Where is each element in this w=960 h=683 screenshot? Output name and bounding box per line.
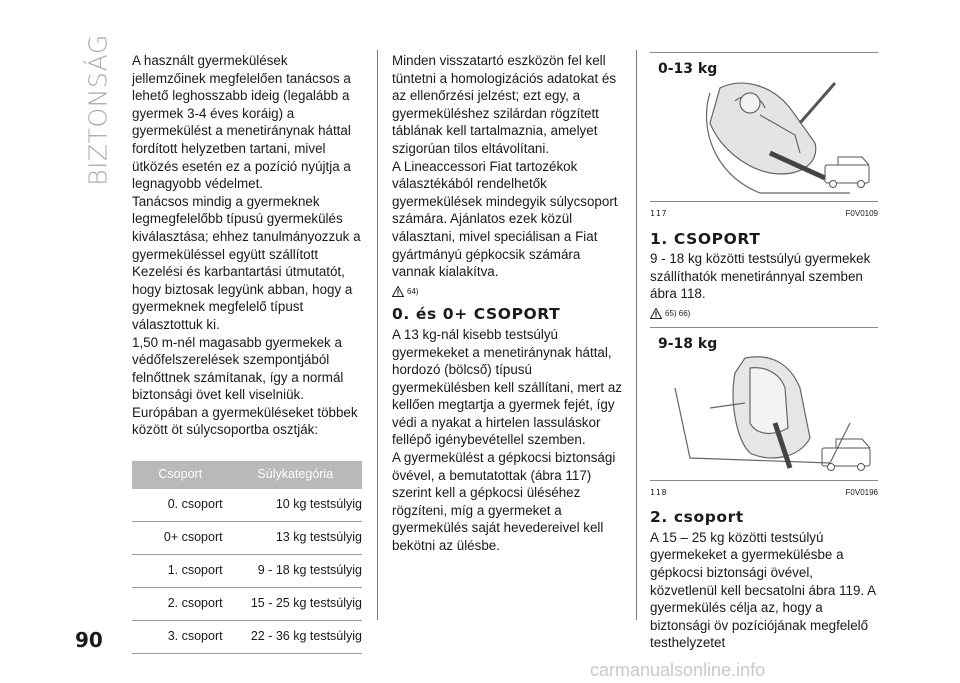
warning-icon [392, 286, 404, 297]
section-title: BIZTONSÁG [83, 34, 113, 186]
table-cell: 10 kg testsúlyig [229, 489, 362, 522]
warning-ref: 65) 66) [665, 308, 691, 318]
column-divider [377, 50, 378, 620]
figure-caption [650, 205, 878, 223]
table-header: Súlykategória [229, 461, 362, 489]
table-header-row [132, 461, 362, 489]
paragraph: A használt gyermekülések jellemzőinek megfelelően tanácsos a lehető leghosszabb ideig (legalább a gyermek 3-4 éves koráig) a gyermekülést a menetiránynak háttal fordított helyzetben tartani, mivel ütközés esetén ez a pozíció nyújtja a legnagyobb védelmet. [132, 53, 351, 192]
table-cell: 2. csoport [132, 588, 229, 621]
figure-number: 118 [650, 487, 668, 497]
paragraph: Tanácsos mindig a gyermeknek legmegfelelőbb típusú gyermekülés kiválasztása; ehhez tanulmányozzuk a gyermeküléssel együtt szállított Kezelési és karbantartási útmutatót, hogy biztosak legyünk abban, hogy a gyermeknek megfelelő típust választottuk ki. [132, 193, 361, 332]
warning-note [650, 305, 878, 323]
table-cell: 9 - 18 kg testsúlyig [229, 555, 362, 588]
warning-note [392, 283, 622, 301]
table-cell: 0. csoport [132, 489, 229, 522]
figure-code: F0V0196 [845, 487, 878, 497]
column-3 [650, 52, 878, 652]
paragraph: A Lineaccessori Fiat tartozékok választékából rendelhetők gyermekülések mindegyik súlycsoport számára. Ajánlatos ezek közül választani, mivel speciálisan a Fiat gyártmányú gépkocsik számára vannak kialakítva. [392, 158, 618, 280]
table-cell: 0+ csoport [132, 522, 229, 555]
paragraph: A gyermekülést a gépkocsi biztonsági övével, a bemutatottak (ábra 117) szerint kell a gépkocsi üléséhez rögzíteni, míg a gyermeket a gyermekülés saját hevedereivel kell bekötni az ülésbe. [392, 450, 616, 554]
warning-icon [650, 308, 662, 319]
warning-ref: 64) [407, 286, 419, 296]
figure-117 [650, 52, 878, 202]
table-cell: 22 - 36 kg testsúlyig [229, 621, 362, 654]
section-heading: 0. és 0+ CSOPORT [392, 305, 561, 324]
table-row [132, 588, 362, 621]
table-cell: 13 kg testsúlyig [229, 522, 362, 555]
figure-118 [650, 327, 878, 481]
section-heading: 2. csoport [650, 508, 744, 527]
table-cell: 15 - 25 kg testsúlyig [229, 588, 362, 621]
column-2 [392, 52, 622, 555]
figure-caption [650, 484, 878, 502]
table-cell: 1. csoport [132, 555, 229, 588]
paragraph: Minden visszatartó eszközön fel kell tüntetni a homologizációs adatokat és az ellenőrzési jelzést; ezt egy, a gyermeküléshez szilárdan rögzített táblának kell tartalmaznia, amelyet szigorúan tilos eltávolítani. [392, 53, 617, 156]
table-row [132, 555, 362, 588]
table-row [132, 522, 362, 555]
paragraph: A 13 kg-nál kisebb testsúlyú gyermekeket a menetiránynak háttal, hordozó (bölcső) típusú gyermekülésben kell szállítani, mert az kellően megtartja a gyermek fejét, így védi a nyakat a hirtelen lassuláskor fellépő igénybevétellel szemben. [392, 326, 622, 448]
weight-group-table [132, 461, 362, 654]
watermark: carmanualsonline.info [590, 660, 766, 680]
table-cell: 3. csoport [132, 621, 229, 654]
table-header: Csoport [132, 461, 229, 489]
figure-number: 117 [650, 209, 668, 218]
column-1 [132, 52, 362, 654]
figure-label: 9-18 kg [658, 335, 718, 352]
paragraph: 9 - 18 kg közötti testsúlyú gyermekek szállíthatók menetiránnyal szemben ábra 118. [650, 251, 871, 302]
paragraph: 1,50 m-nél magasabb gyermekek a védőfelszerelések szempontjából felnőttnek számítanak, így a normál biztonsági övet kell viselniük. [132, 334, 344, 403]
page-number: 90 [75, 628, 103, 652]
paragraph: Európában a gyermeküléseket többek között öt súlycsoportba osztják: [132, 404, 358, 438]
figure-code: F0V0109 [845, 209, 878, 218]
figure-label: 0-13 kg [658, 61, 718, 77]
section-heading: 1. CSOPORT [650, 229, 761, 248]
table-row [132, 489, 362, 522]
column-divider [636, 50, 637, 620]
table-row [132, 621, 362, 654]
paragraph: A 15 – 25 kg közötti testsúlyú gyermekeket a gyermekülésbe a gépkocsi biztonsági övével, közvetlenül kell becsatolni ábra 119. A gyermekülés célja az, hogy a biztonsági öv pozíciójának megfelelő testhelyzetet [650, 529, 876, 651]
